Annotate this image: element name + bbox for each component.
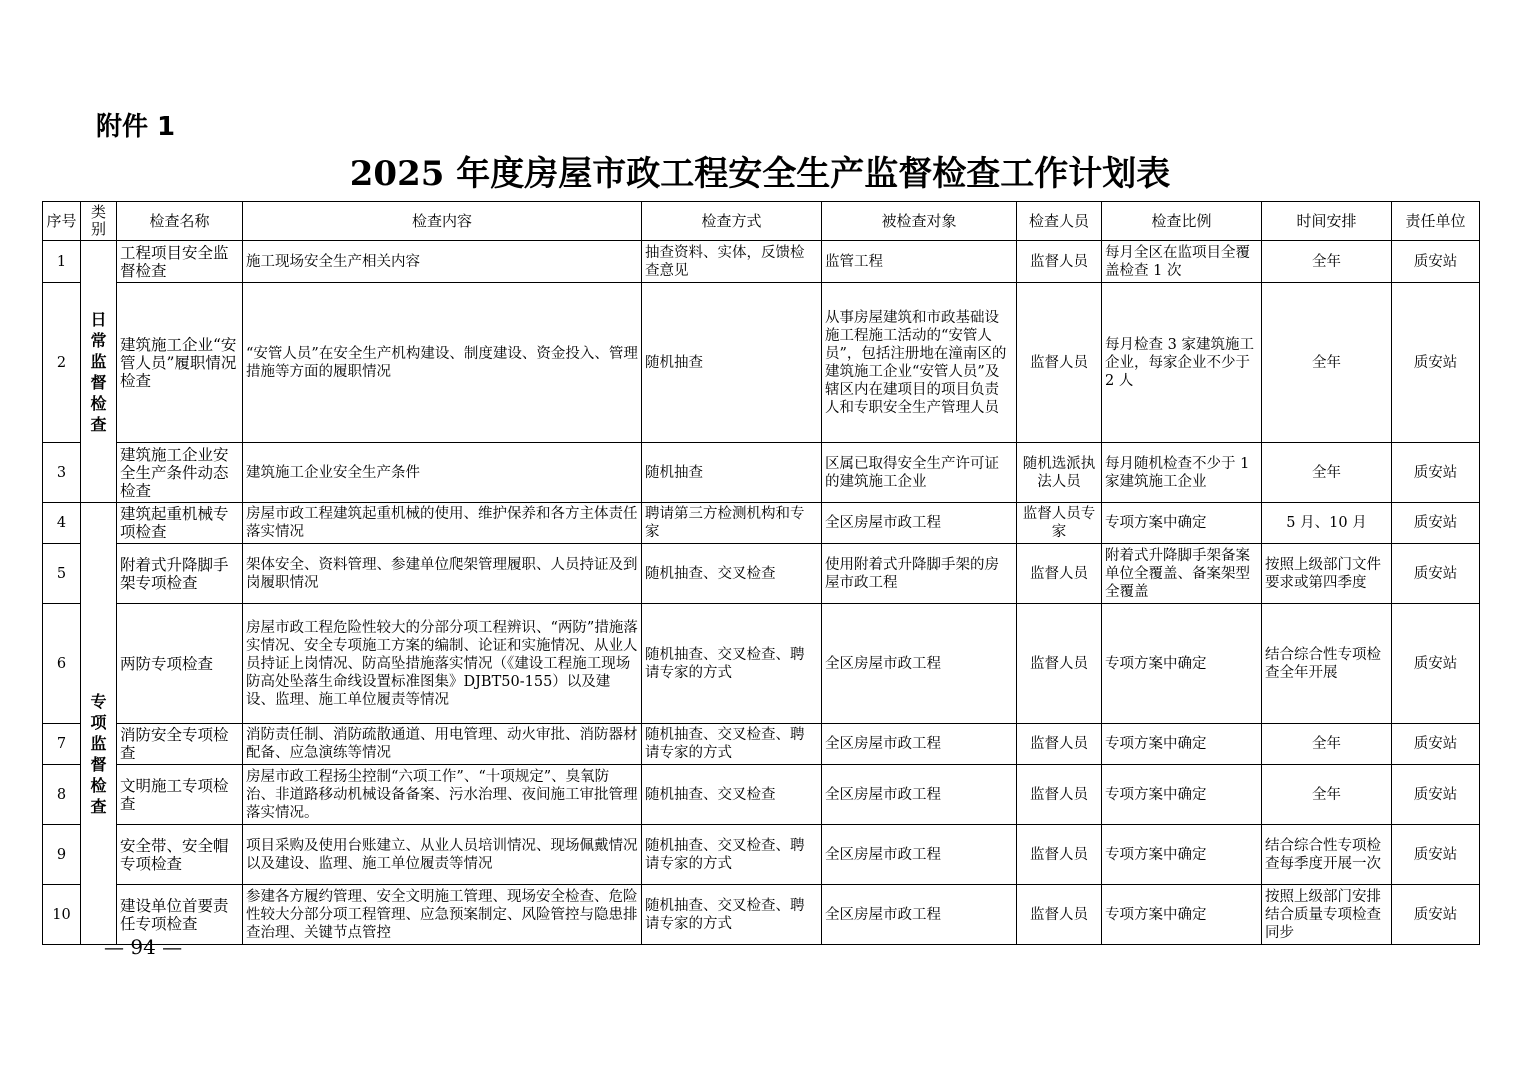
row-no: 9 [43, 825, 81, 885]
row-content: 房屋市政工程建筑起重机械的使用、维护保养和各方主体责任落实情况 [243, 503, 642, 544]
row-unit: 质安站 [1392, 604, 1480, 724]
category-routine-label: 日常监督检查 [90, 309, 107, 434]
row-method: 随机抽查、交叉检查 [642, 544, 822, 604]
row-unit: 质安站 [1392, 283, 1480, 443]
row-content: 房屋市政工程危险性较大的分部分项工程辨识、“两防”措施落实情况、安全专项施工方案的编制、论证和实施情况、从业人员持证上岗情况、防高坠措施落实情况（《建设工程施工现场防高处坠落生命线设置标准图集》DJBT50-155）以及建设、监理、施工单位履责等情况 [243, 604, 642, 724]
row-staff: 监督人员 [1017, 604, 1102, 724]
category-special [81, 503, 117, 945]
row-target: 从事房屋建筑和市政基础设施工程施工活动的“安管人员”，包括注册地在潼南区的建筑施工企业“安管人员”及辖区内在建项目的项目负责人和专职安全生产管理人员 [822, 283, 1017, 443]
row-staff: 监督人员 [1017, 825, 1102, 885]
row-unit: 质安站 [1392, 765, 1480, 825]
row-no: 4 [43, 503, 81, 544]
row-method: 随机抽查、交叉检查 [642, 765, 822, 825]
page-number: — 94 — [104, 935, 183, 959]
row-schedule: 全年 [1262, 724, 1392, 765]
document-title: 2025 年度房屋市政工程安全生产监督检查工作计划表 [349, 154, 1171, 194]
row-unit: 质安站 [1392, 825, 1480, 885]
row-no: 1 [43, 241, 81, 283]
row-schedule: 全年 [1262, 283, 1392, 443]
row-ratio: 每月全区在监项目全覆盖检查 1 次 [1102, 241, 1262, 283]
row-unit: 质安站 [1392, 241, 1480, 283]
row-staff: 监督人员 [1017, 885, 1102, 945]
row-content: 项目采购及使用台账建立、从业人员培训情况、现场佩戴情况以及建设、监理、施工单位履责等情况 [243, 825, 642, 885]
table-row [43, 604, 1480, 724]
row-ratio: 专项方案中确定 [1102, 724, 1262, 765]
row-staff: 监督人员 [1017, 724, 1102, 765]
row-ratio: 专项方案中确定 [1102, 825, 1262, 885]
row-ratio: 每月随机检查不少于 1 家建筑施工企业 [1102, 443, 1262, 503]
row-content: “安管人员”在安全生产机构建设、制度建设、资金投入、管理措施等方面的履职情况 [243, 283, 642, 443]
row-method: 聘请第三方检测机构和专家 [642, 503, 822, 544]
row-staff: 监督人员 [1017, 241, 1102, 283]
header-unit: 责任单位 [1392, 202, 1480, 241]
row-target: 全区房屋市政工程 [822, 724, 1017, 765]
table-row [43, 724, 1480, 765]
row-ratio: 专项方案中确定 [1102, 503, 1262, 544]
row-target: 使用附着式升降脚手架的房屋市政工程 [822, 544, 1017, 604]
attachment-label: 附件 1 [96, 112, 176, 142]
row-no: 6 [43, 604, 81, 724]
row-content: 消防责任制、消防疏散通道、用电管理、动火审批、消防器材配备、应急演练等情况 [243, 724, 642, 765]
category-routine [81, 241, 117, 503]
table-row [43, 503, 1480, 544]
row-content: 架体安全、资料管理、参建单位爬架管理履职、人员持证及到岗履职情况 [243, 544, 642, 604]
table-row [43, 241, 1480, 283]
header-ratio: 检查比例 [1102, 202, 1262, 241]
row-ratio: 专项方案中确定 [1102, 604, 1262, 724]
row-no: 2 [43, 283, 81, 443]
row-staff: 监督人员专家 [1017, 503, 1102, 544]
row-method: 随机抽查、交叉检查、聘请专家的方式 [642, 604, 822, 724]
row-no: 5 [43, 544, 81, 604]
row-content: 建筑施工企业安全生产条件 [243, 443, 642, 503]
row-unit: 质安站 [1392, 724, 1480, 765]
table-row [43, 283, 1480, 443]
header-target: 被检查对象 [822, 202, 1017, 241]
row-schedule: 5 月、10 月 [1262, 503, 1392, 544]
row-name: 安全带、安全帽专项检查 [117, 825, 243, 885]
row-name: 建筑起重机械专项检查 [117, 503, 243, 544]
row-staff: 监督人员 [1017, 283, 1102, 443]
inspection-plan-table [42, 201, 1480, 945]
table-row [43, 765, 1480, 825]
row-target: 全区房屋市政工程 [822, 885, 1017, 945]
row-staff: 监督人员 [1017, 544, 1102, 604]
row-no: 3 [43, 443, 81, 503]
row-no: 10 [43, 885, 81, 945]
row-ratio: 专项方案中确定 [1102, 765, 1262, 825]
row-name: 附着式升降脚手架专项检查 [117, 544, 243, 604]
category-special-label: 专项监督检查 [90, 691, 107, 816]
row-no: 8 [43, 765, 81, 825]
row-schedule: 全年 [1262, 443, 1392, 503]
header-staff: 检查人员 [1017, 202, 1102, 241]
row-name: 文明施工专项检查 [117, 765, 243, 825]
row-ratio: 附着式升降脚手架备案单位全覆盖、备案架型全覆盖 [1102, 544, 1262, 604]
row-target: 全区房屋市政工程 [822, 765, 1017, 825]
row-target: 全区房屋市政工程 [822, 604, 1017, 724]
table-row [43, 825, 1480, 885]
row-target: 全区房屋市政工程 [822, 825, 1017, 885]
row-target: 区属已取得安全生产许可证的建筑施工企业 [822, 443, 1017, 503]
row-name: 建筑施工企业“安管人员”履职情况检查 [117, 283, 243, 443]
row-unit: 质安站 [1392, 503, 1480, 544]
table-header-row [43, 202, 1480, 241]
table-row [43, 544, 1480, 604]
row-name: 两防专项检查 [117, 604, 243, 724]
row-unit: 质安站 [1392, 885, 1480, 945]
row-schedule: 按照上级部门安排结合质量专项检查同步 [1262, 885, 1392, 945]
header-category: 类别 [81, 202, 117, 241]
row-method: 随机抽查 [642, 443, 822, 503]
row-schedule: 按照上级部门文件要求或第四季度 [1262, 544, 1392, 604]
row-staff: 随机选派执法人员 [1017, 443, 1102, 503]
row-ratio: 专项方案中确定 [1102, 885, 1262, 945]
table-row [43, 885, 1480, 945]
header-method: 检查方式 [642, 202, 822, 241]
table-row [43, 443, 1480, 503]
row-target: 监管工程 [822, 241, 1017, 283]
row-unit: 质安站 [1392, 544, 1480, 604]
row-unit: 质安站 [1392, 443, 1480, 503]
row-content: 房屋市政工程扬尘控制“六项工作”、“十项规定”、臭氧防治、非道路移动机械设备备案、污水治理、夜间施工审批管理落实情况。 [243, 765, 642, 825]
row-method: 随机抽查、交叉检查、聘请专家的方式 [642, 885, 822, 945]
row-method: 随机抽查 [642, 283, 822, 443]
row-target: 全区房屋市政工程 [822, 503, 1017, 544]
row-schedule: 全年 [1262, 241, 1392, 283]
row-staff: 监督人员 [1017, 765, 1102, 825]
row-method: 随机抽查、交叉检查、聘请专家的方式 [642, 724, 822, 765]
row-method: 随机抽查、交叉检查、聘请专家的方式 [642, 825, 822, 885]
row-ratio: 每月检查 3 家建筑施工企业，每家企业不少于 2 人 [1102, 283, 1262, 443]
row-name: 消防安全专项检查 [117, 724, 243, 765]
header-schedule: 时间安排 [1262, 202, 1392, 241]
row-schedule: 结合综合性专项检查全年开展 [1262, 604, 1392, 724]
row-schedule: 结合综合性专项检查每季度开展一次 [1262, 825, 1392, 885]
row-schedule: 全年 [1262, 765, 1392, 825]
header-no: 序号 [43, 202, 81, 241]
row-no: 7 [43, 724, 81, 765]
row-name: 建筑施工企业安全生产条件动态检查 [117, 443, 243, 503]
header-content: 检查内容 [243, 202, 642, 241]
row-content: 参建各方履约管理、安全文明施工管理、现场安全检查、危险性较大分部分项工程管理、应急预案制定、风险管控与隐患排查治理、关键节点管控 [243, 885, 642, 945]
row-name: 工程项目安全监督检查 [117, 241, 243, 283]
row-name: 建设单位首要责任专项检查 [117, 885, 243, 945]
row-method: 抽查资料、实体，反馈检查意见 [642, 241, 822, 283]
row-content: 施工现场安全生产相关内容 [243, 241, 642, 283]
header-name: 检查名称 [117, 202, 243, 241]
